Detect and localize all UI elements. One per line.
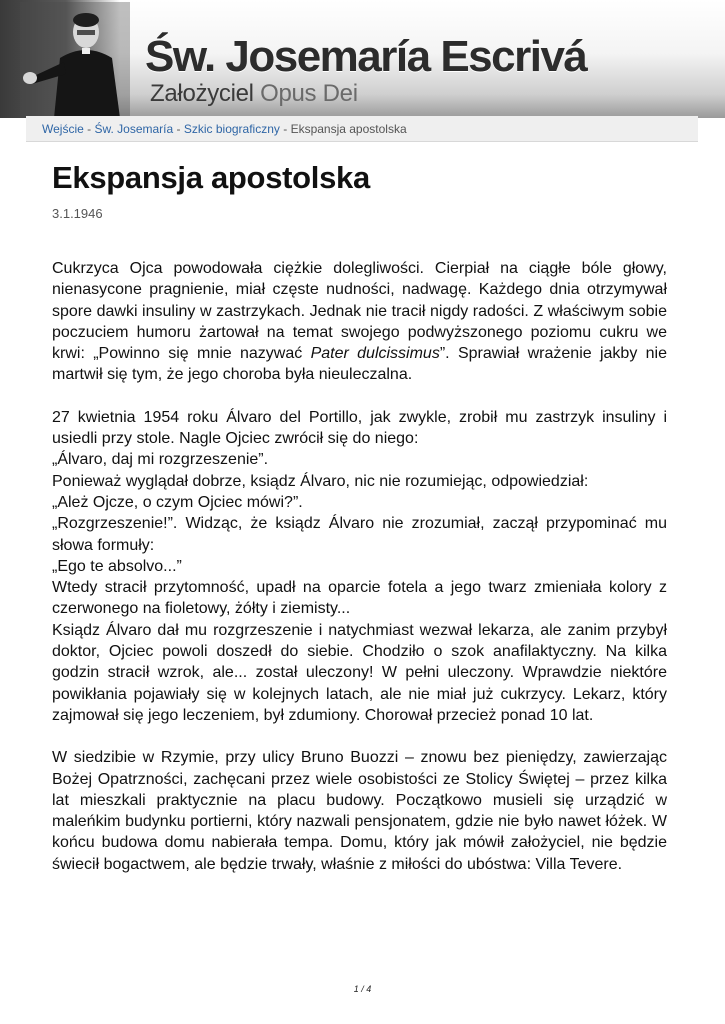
site-subtitle-founder: Założyciel [150,80,254,107]
article-body [52,258,667,875]
founder-photo [20,2,130,118]
site-header [0,0,725,118]
breadcrumb-current: Ekspansja apostolska [290,122,407,136]
paragraph-line: „Álvaro, daj mi rozgrzeszenie”. [52,451,269,469]
article-date: 3.1.1946 [52,206,103,221]
breadcrumb-separator: - [173,122,184,136]
paragraph-villa-tevere: W siedzibie w Rzymie, przy ulicy Bruno Buozzi – znowu bez pieniędzy, zawierzając Bożej Opatrzności, zachęcani przez wiele osobistości ze Stolicy Świętej – przez kilka lat mieszkali praktycznie na placu budowy. Początkowo musieli się urządzić w maleńkim budynku portierni, który nazwali pensjonatem, gdzie nie było nawet łóżek. W końcu budowa domu nabierała tempa. Domu, który jak mówił założyciel, nie będzie świecił bogactwem, ale będzie trwały, właśnie z miłości do ubóstwa: Villa Tevere. [52,749,667,873]
site-subtitle-org: Opus Dei [260,80,358,107]
paragraph-line: „Ego te absolvo...” [52,557,182,575]
site-title: Św. Josemaría Escrivá [145,32,587,81]
latin-phrase: Pater dulcissimus [310,345,440,363]
breadcrumb-home-link[interactable]: Wejście [42,122,84,136]
breadcrumb-separator: - [279,122,291,136]
paragraph-line: 27 kwietnia 1954 roku Álvaro del Portillo, jak zwykle, zrobił mu zastrzyk insuliny i usiedli przy stole. Nagle Ojciec zwrócił się do niego: [52,408,667,448]
page-number: 1 / 4 [353,984,372,994]
paragraph-line: „Rozgrzeszenie!”. Widząc, że ksiądz Álvaro nie zrozumiał, zaczął przypominać mu słowa formuły: [52,515,667,554]
breadcrumb-separator: - [83,122,95,136]
breadcrumb-subsection-link[interactable]: Szkic biograficzny [183,122,280,136]
paragraph-line: Ponieważ wyglądał dobrze, ksiądz Álvaro, nic nie rozumiejąc, odpowiedział: [52,472,589,490]
paragraph-line: Wtedy stracił przytomność, upadł na oparcie fotela a jego twarz zmieniała kolory z czerwonego na fioletowy, żółty i ziemisty... [52,579,667,618]
paragraph-line: Ksiądz Álvaro dał mu rozgrzeszenie i natychmiast wezwał lekarza, ale zanim przybył doktor, Ojciec powoli doszedł do siebie. Chodziło o szok anafilaktyczny. Na kilka godzin stracił wzrok, ale... został uleczony! W pełni uleczony. Wprawdzie niektóre powikłania pojawiały się w kolejnych latach, ale nie miał już cukrzycy. Lekarz, który zajmował się jego leczeniem, był zdumiony. Chorował przecież ponad 10 lat. [52,621,667,724]
paragraph-text: Cukrzyca Ojca powodowała ciężkie dolegliwości. Cierpiał na ciągłe bóle głowy, nienasycone pragnienie, miał częste nudności, nadwagę. Każdego dnia otrzymywał spore dawki insuliny w zastrzykach. Jednak nie tracił nigdy radości. Z właściwym sobie poczuciem humoru żartował na temat swojego podwyższonego poziomu cukru we krwi: „Powinno się mnie nazywać [52,260,667,363]
breadcrumb [26,116,698,142]
paragraph-diabetes [52,258,667,386]
paragraph-line: „Ależ Ojcze, o czym Ojciec mówi?”. [52,493,303,511]
breadcrumb-section-link[interactable]: Św. Josemaría [94,122,174,136]
paragraph-text: ”. Sprawiał wrażenie jakby nie martwił się tym, że jego choroba była nieuleczalna. [52,345,667,384]
site-subtitle [150,80,358,108]
page-title: Ekspansja apostolska [52,160,370,195]
